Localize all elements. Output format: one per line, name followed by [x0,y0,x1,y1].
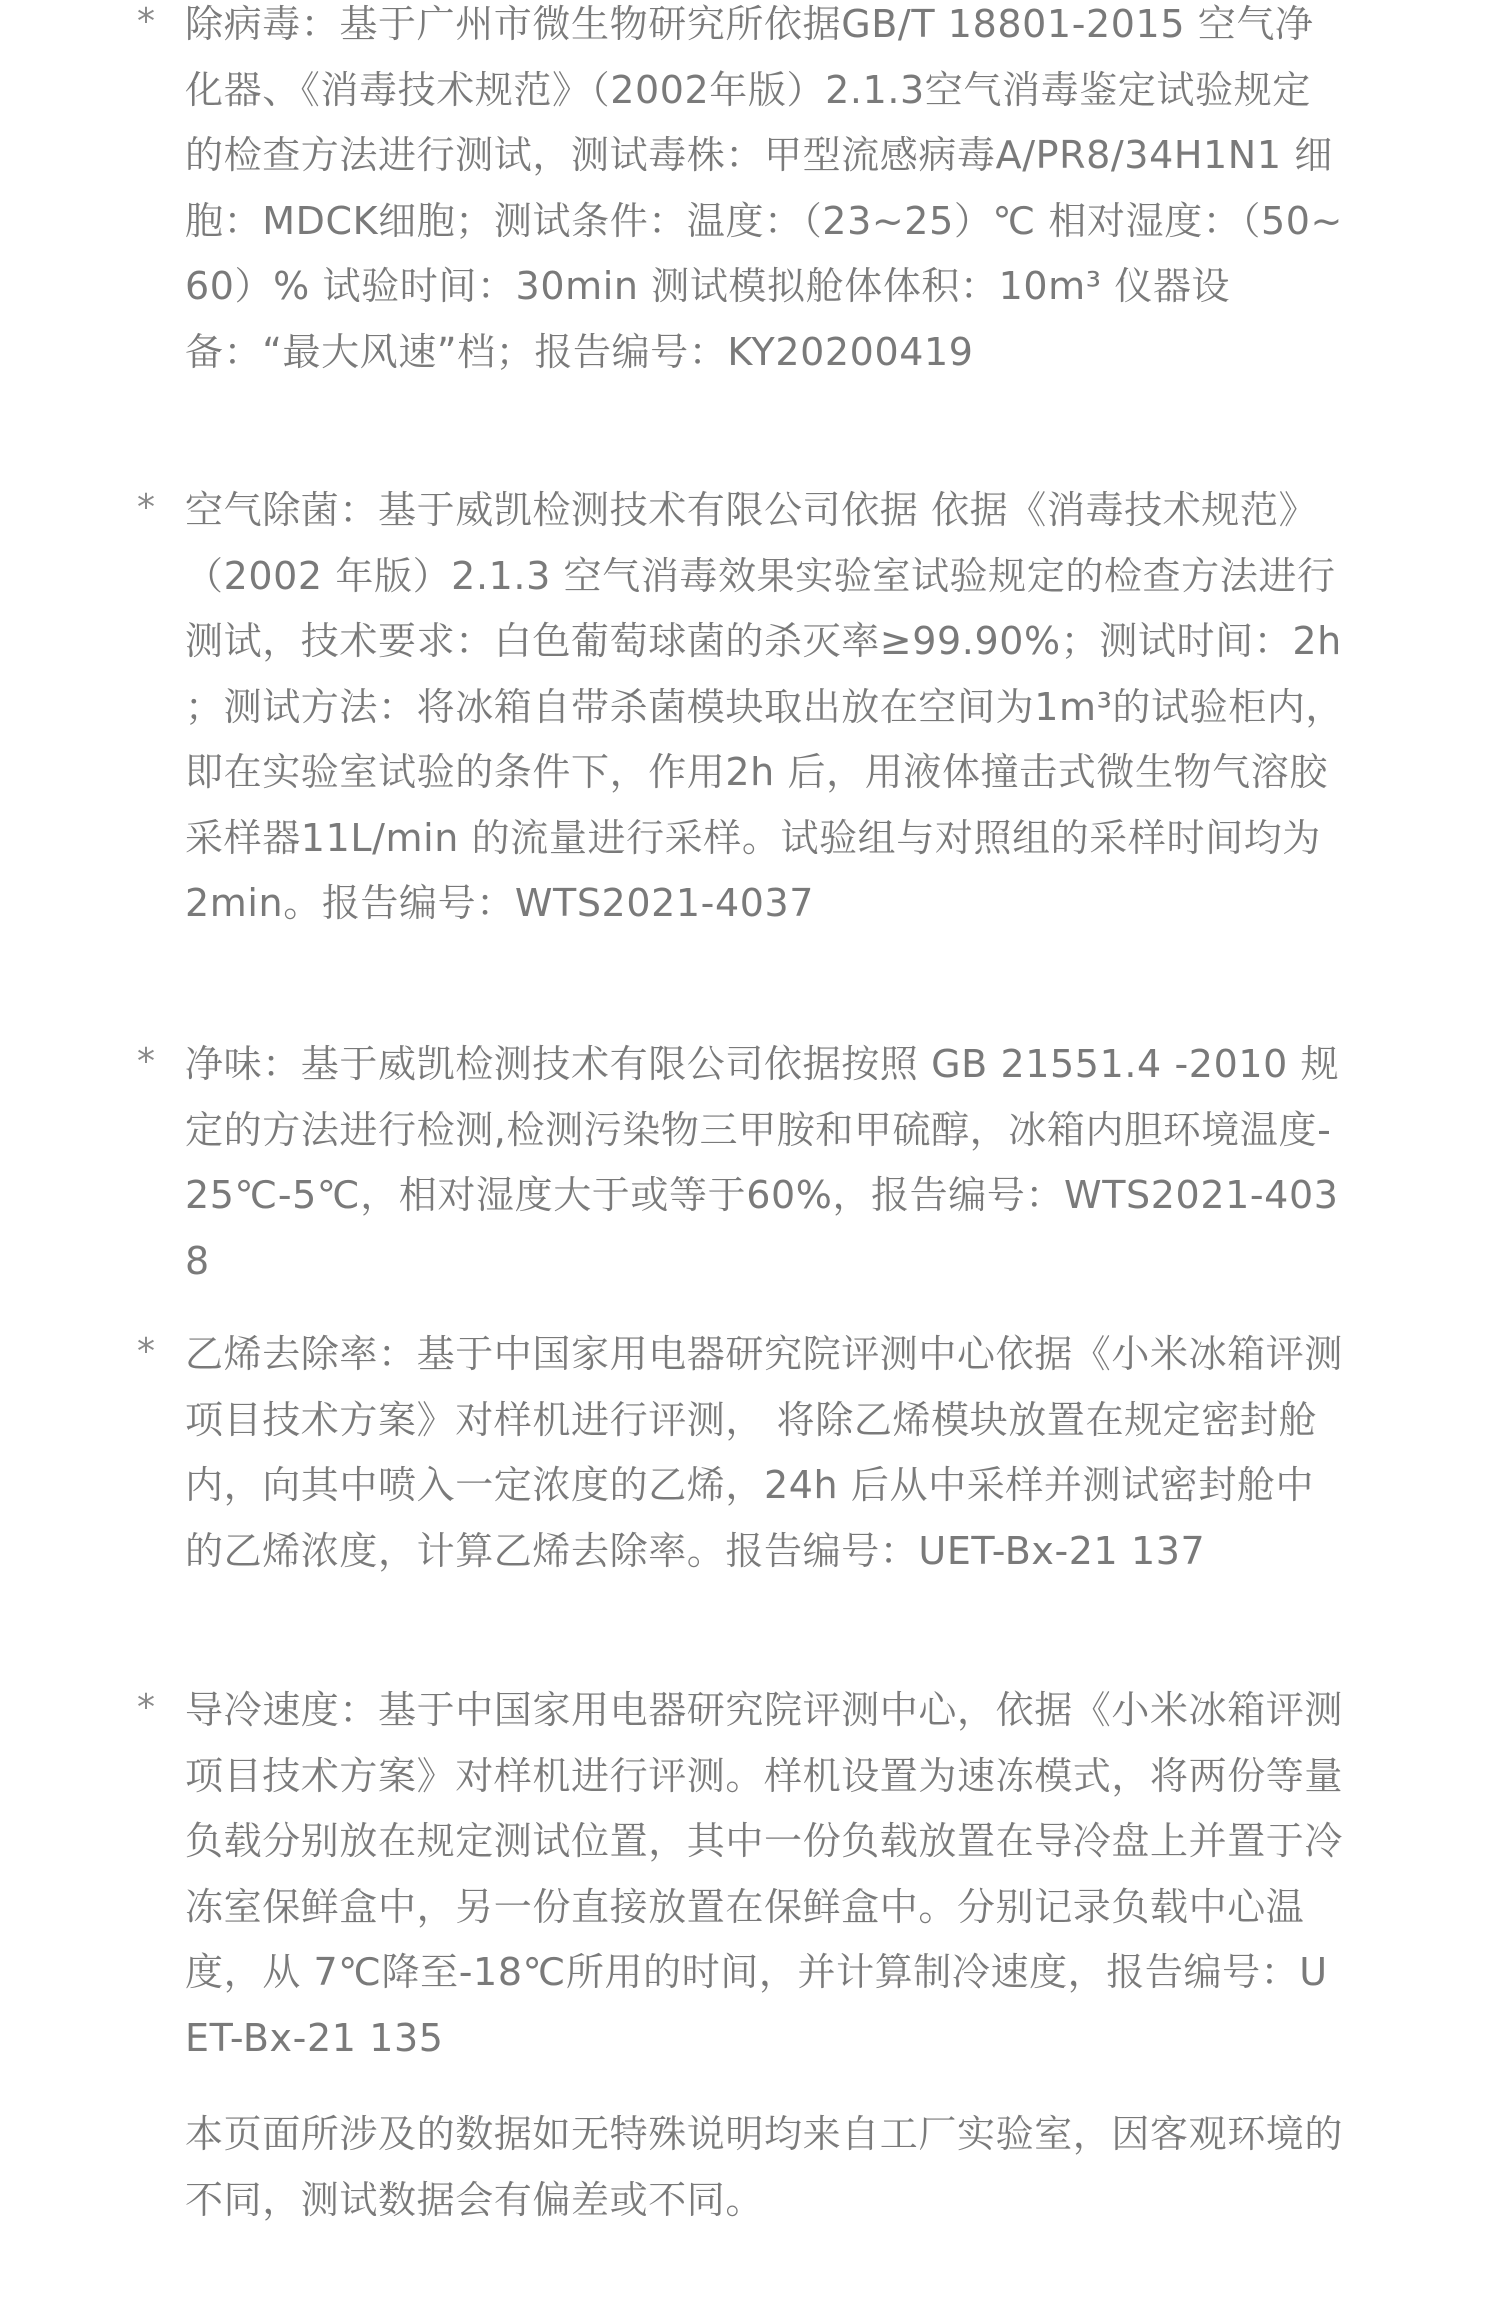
footnote-text: 乙烯去除率：基于中国家用电器研究院评测中心依据《小米冰箱评测项目技术方案》对样机进行评测， 将除乙烯模块放置在规定密封舱内，向其中喷入一定浓度的乙烯，24h 后从中采样并测试密封舱中的乙烯浓度，计算乙烯去除率。报告编号：UET-Bx-21 137 [185,1332,1344,1573]
asterisk-marker: * [137,1,155,42]
footnote-text: 空气除菌：基于威凯检测技术有限公司依据 依据《消毒技术规范》（2002 年版）2.1.3 空气消毒效果实验室试验规定的检查方法进行测试，技术要求：白色葡萄球菌的杀灭率≥99.90%；测试时间：2h ；测试方法：将冰箱自带杀菌模块取出放在空间为1m³的试验柜内，即在实验室试验的条件下，作用2h 后，用液体撞击式微生物气溶胶采样器11L/min 的流量进行采样。试验组与对照组的采样时间均为2min。报告编号：WTS2021-4037 [185,488,1345,925]
asterisk-marker: * [137,1687,155,1728]
data-source-disclaimer: 本页面所涉及的数据如无特殊说明均来自工厂实验室，因客观环境的不同，测试数据会有偏差或不同。 [185,2112,1344,2222]
asterisk-marker: * [137,1331,155,1372]
footnote-text: 净味：基于威凯检测技术有限公司依据按照 GB 21551.4 -2010 规定的方法进行检测,检测污染物三甲胺和甲硫醇，冰箱内胆环境温度-25℃-5℃，相对湿度大于或等于60%，报告编号：WTS2021-4038 [185,1042,1340,1283]
asterisk-marker: * [137,1041,155,1082]
footnote-text: 除病毒：基于广州市微生物研究所依据GB/T 18801-2015 空气净化器、《消毒技术规范》（2002年版）2.1.3空气消毒鉴定试验规定的检查方法进行测试，测试毒株：甲型流感病毒A/PR8/34H1N1 细胞：MDCK细胞；测试条件：温度：（23~25）℃ 相对湿度：（50~60）% 试验时间：30min 测试模拟舱体体积：10m³ 仪器设备：“最大风速”档；报告编号：KY20200419 [185,2,1343,374]
asterisk-marker: * [137,487,155,528]
footnote-text: 导冷速度：基于中国家用电器研究院评测中心，依据《小米冰箱评测项目技术方案》对样机进行评测。样机设置为速冻模式，将两份等量负载分别放在规定测试位置，其中一份负载放置在导冷盘上并置于冷冻室保鲜盒中，另一份直接放置在保鲜盒中。分别记录负载中心温度，从 7℃降至-18℃所用的时间，并计算制冷速度，报告编号：UET-Bx-21 135 [185,1688,1344,2060]
